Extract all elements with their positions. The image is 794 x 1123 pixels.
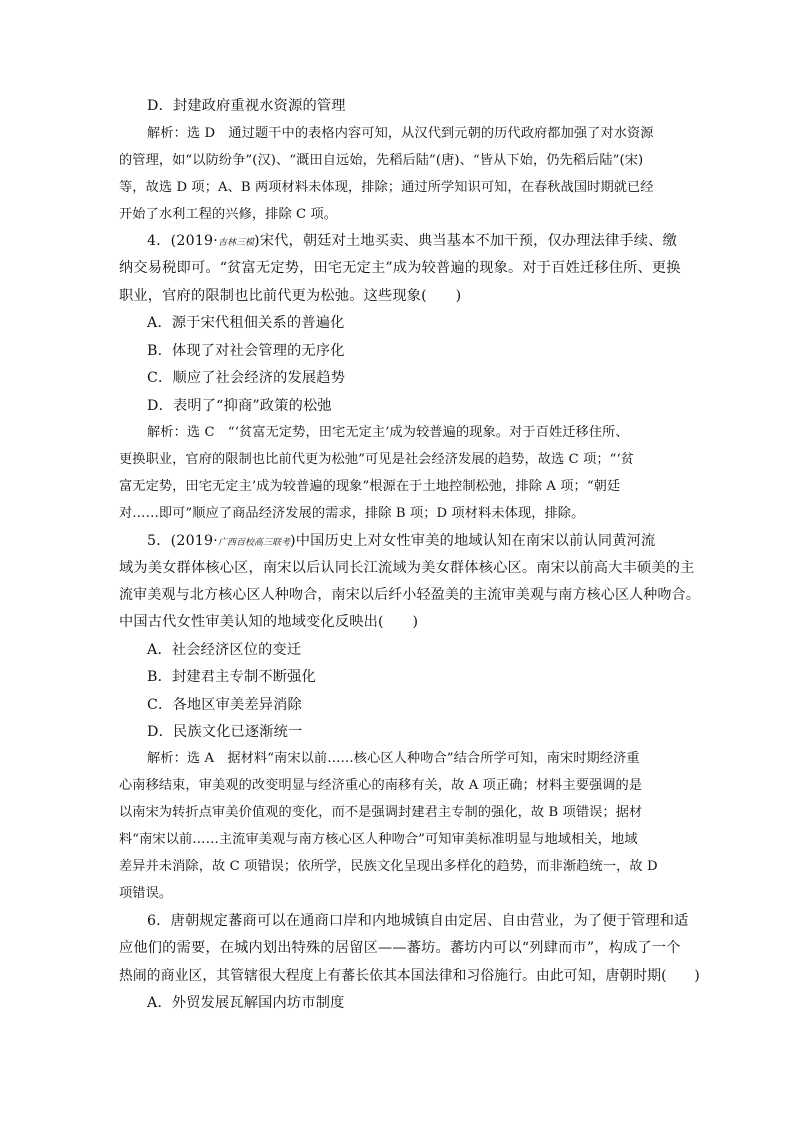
q5-stem-line: 域为美女群体核心区，南宋以后认同长江流域为美女群体核心区。南宋以前高大丰硕美的主	[119, 560, 695, 576]
q4-stem-first-line	[147, 231, 677, 253]
q4-option-a: A．源于宋代租佃关系的普遍化	[147, 315, 345, 331]
q3-analysis-line: 等，故选 D 项；A、B 两项材料未体现，排除；通过所学知识可知，在春秋战国时期就已经	[119, 180, 654, 195]
q5-stem-line: 中国古代女性审美认知的地域变化反映出( )	[119, 614, 419, 630]
q3-analysis-line: 解析：选 D 通过题干中的表格内容可知，从汉代到元朝的历代政府都加强了对水资源	[147, 126, 654, 141]
q4-analysis-line: 更换职业，官府的限制也比前代更为松弛”可见是社会经济发展的趋势，故选 C 项；“‘贫	[119, 452, 635, 467]
q4-analysis-line: 对……即可”顺应了商品经济发展的需求，排除 B 项；D 项材料未体现，排除。	[119, 506, 585, 521]
q4-source: 吉林三模	[217, 238, 254, 248]
q5-analysis-line: 料“南宋以前……主流审美观与南方核心区人种吻合”可知审美标准明显与地域相关，地域	[119, 832, 638, 847]
q4-option-b: B．体现了对社会管理的无序化	[147, 343, 345, 359]
q6-option-a: A．外贸发展瓦解国内坊市制度	[147, 995, 345, 1011]
q5-analysis-line: 以南宋为转折点审美价值观的变化，而不是强调封建君主专制的强化，故 B 项错误；据材	[119, 805, 643, 820]
q5-stem-text: )中国历史上对女性审美的地域认知在南宋以前认同黄河流	[289, 533, 656, 549]
q4-stem-text: )宋代，朝廷对土地买卖、典当基本不加干预，仅办理法律手续、缴	[253, 233, 677, 249]
q6-stem-line: 6．唐朝规定蕃商可以在通商口岸和内地城镇自由定居、自由营业，为了便于管理和适	[147, 913, 689, 929]
q5-option-c: C．各地区审美差异消除	[147, 697, 302, 713]
q3-analysis-line: 的管理，如“以防纷争”(汉)、“溉田自远始，先稻后陆”(唐)、“皆从下始，仍先稻后陆”(宋)	[119, 153, 644, 168]
q5-analysis-line: 解析：选 A 据材料“南宋以前……核心区人种吻合”结合所学可知，南宋时期经济重	[147, 751, 640, 766]
q5-option-d: D．民族文化已逐渐统一	[147, 724, 303, 740]
q5-stem-line: 流审美观与北方核心区人种吻合，南宋以后纤小轻盈美的主流审美观与南方核心区人种吻合。	[119, 587, 700, 603]
q3-analysis-line: 开始了水利工程的兴修，排除 C 项。	[119, 207, 338, 222]
q5-analysis-line: 项错误。	[119, 886, 173, 901]
q3-option-d: D．封建政府重视水资源的管理	[147, 98, 346, 114]
q5-option-b: B．封建君主专制不断强化	[147, 669, 316, 685]
q4-analysis-line: 富无定势，田宅无定主’成为较普遍的现象”根源在于土地控制松弛，排除 A 项；“朝廷	[119, 479, 621, 494]
q5-stem-first-line	[147, 531, 655, 553]
q6-stem-line: 应他们的需要，在城内划出特殊的居留区——蕃坊。蕃坊内可以“列肆而市”，构成了一个	[119, 940, 681, 956]
q5-analysis-line: 心南移结束，审美观的改变明显与经济重心的南移有关，故 A 项正确；材料主要强调的是	[119, 778, 643, 793]
q5-source: 广西百校高三联考	[217, 538, 290, 548]
q5-option-a: A．社会经济区位的变迁	[147, 642, 302, 658]
q4-analysis-line: 解析：选 C “‘贫富无定势，田宅无定主’成为较普遍的现象。对于百姓迁移住所、	[147, 425, 629, 440]
q4-option-d: D．表明了“抑商”政策的松弛	[147, 398, 332, 414]
q6-stem-line: 热闹的商业区，其管辖很大程度上有蕃长依其本国法律和习俗施行。由此可知，唐朝时期( )	[119, 968, 700, 984]
q4-number: 4．(2019·	[147, 233, 218, 249]
q4-stem-line: 职业，官府的限制也比前代更为松弛。这些现象( )	[119, 288, 462, 304]
q4-stem-line: 纳交易税即可。“贫富无定势，田宅无定主”成为较普遍的现象。对于百姓迁移住所、更换	[119, 260, 681, 276]
q4-option-c: C．顺应了社会经济的发展趋势	[147, 370, 346, 386]
q5-analysis-line: 差异并未消除，故 C 项错误；依所学，民族文化呈现出多样化的趋势，而非渐趋统一，故 D	[119, 859, 658, 874]
q5-number: 5．(2019·	[147, 533, 218, 549]
